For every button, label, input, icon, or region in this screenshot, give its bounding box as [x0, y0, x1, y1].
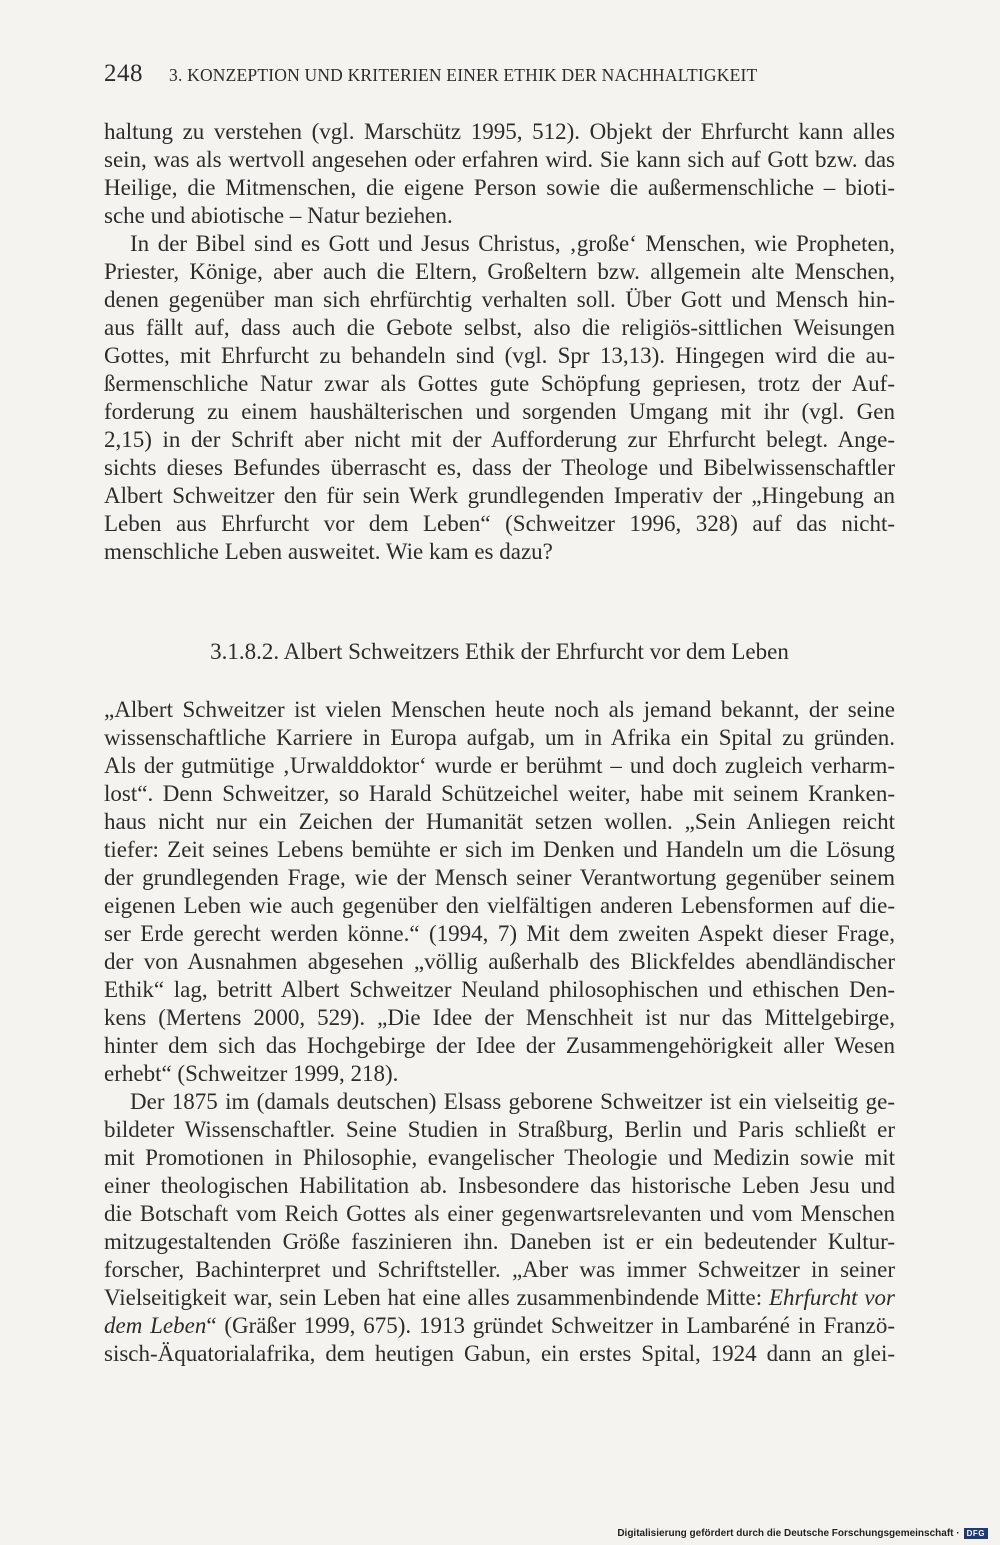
- text-line: kens (Mertens 2000, 529). „Die Idee der Menschheit ist nur das Mittelgebirge,: [104, 1005, 895, 1030]
- text-line: sein, was als wertvoll angesehen oder erfahren wird. Sie kann sich auf Gott bzw. das: [104, 147, 895, 172]
- text-line: „Albert Schweitzer ist vielen Menschen heute noch als jemand bekannt, der seine: [104, 697, 895, 722]
- text-line: haltung zu verstehen (vgl. Marschütz 1995, 512). Objekt der Ehrfurcht kann alles: [104, 119, 895, 144]
- text-line: aus fällt auf, dass auch die Gebote selbst, also die religiös-sittlichen Weisungen: [104, 315, 895, 340]
- text-line: menschliche Leben ausweitet. Wie kam es dazu?: [104, 539, 553, 564]
- text-line: wissenschaftliche Karriere in Europa aufgab, um in Afrika ein Spital zu gründen.: [104, 725, 895, 750]
- text-line: Als der gutmütige ‚Urwalddoktor‘ wurde er berühmt – und doch zugleich verharm-: [104, 753, 895, 778]
- text-line: bildeter Wissenschaftler. Seine Studien in Straßburg, Berlin und Paris schließt er: [104, 1117, 895, 1142]
- digitization-credit: [617, 1528, 988, 1539]
- text-line: Gottes, mit Ehrfurcht zu behandeln sind (vgl. Spr 13,13). Hingegen wird die au-: [104, 343, 895, 368]
- text-line: sichts dieses Befundes überrascht es, dass der Theologe und Bibelwissenschaftler: [104, 455, 895, 480]
- text-line: Der 1875 im (damals deutschen) Elsass geborene Schweitzer ist ein vielseitig ge-: [130, 1089, 895, 1114]
- text-line: mitzugestaltenden Größe faszinieren ihn. Daneben ist er ein bedeutender Kultur-: [104, 1229, 895, 1254]
- text-line: ser Erde gerecht werden könne.“ (1994, 7) Mit dem zweiten Aspekt dieser Frage,: [104, 921, 895, 946]
- text-line: der von Ausnahmen abgesehen „völlig außerhalb des Blickfeldes abendländischer: [104, 949, 895, 974]
- page-number: 248: [104, 60, 143, 87]
- text-line: ßermenschliche Natur zwar als Gottes gute Schöpfung gepriesen, trotz der Auf-: [104, 371, 895, 396]
- text-line: 2,15) in der Schrift aber nicht mit der Aufforderung zur Ehrfurcht belegt. Ange-: [104, 427, 895, 452]
- text-line: die Botschaft vom Reich Gottes als einer gegenwartsrelevanten und vom Menschen: [104, 1201, 895, 1226]
- text-fragment: “ (Gräßer 1999, 675). 1913 gründet Schweitzer in Lambaréné in Franzö-: [206, 1313, 895, 1338]
- dfg-logo: DFG: [964, 1528, 988, 1539]
- text-line: lost“. Denn Schweitzer, so Harald Schützeichel weiter, habe mit seinem Kranken-: [104, 781, 895, 806]
- text-block-2: [104, 696, 895, 1368]
- text-line: hinter dem sich das Hochgebirge der Idee der Zusammengehörigkeit aller Wesen: [104, 1033, 895, 1058]
- text-line: Heilige, die Mitmenschen, die eigene Person sowie die außermenschliche – bioti-: [104, 175, 895, 200]
- credit-text: Digitalisierung gefördert durch die Deutsche Forschungsgemeinschaft ·: [617, 1528, 960, 1539]
- text-line: der grundlegenden Frage, wie der Mensch seiner Verantwortung gegenüber seinem: [104, 865, 895, 890]
- text-line: erhebt“ (Schweitzer 1999, 218).: [104, 1061, 399, 1086]
- text-line: [104, 1312, 895, 1340]
- text-line: Priester, Könige, aber auch die Eltern, Großeltern bzw. allgemein alte Menschen,: [104, 259, 895, 284]
- text-line: forscher, Bachinterpret und Schriftsteller. „Aber was immer Schweitzer in seiner: [104, 1257, 895, 1282]
- text-line: denen gegenüber man sich ehrfürchtig verhalten soll. Über Gott und Mensch hin-: [104, 287, 895, 312]
- running-head: 3. KONZEPTION UND KRITERIEN EINER ETHIK DER NACHHALTIGKEIT: [169, 65, 758, 85]
- text-line: sisch-Äquatorialafrika, dem heutigen Gabun, ein erstes Spital, 1924 dann an glei-: [104, 1341, 895, 1366]
- text-line: [104, 1284, 895, 1312]
- text-block-1: [104, 118, 895, 566]
- text-line: Leben aus Ehrfurcht vor dem Leben“ (Schweitzer 1996, 328) auf das nicht-: [104, 511, 895, 536]
- italic-fragment: Ehrfurcht vor: [768, 1285, 895, 1310]
- text-line: In der Bibel sind es Gott und Jesus Christus, ‚große‘ Menschen, wie Propheten,: [130, 231, 895, 256]
- section-heading: 3.1.8.2. Albert Schweitzers Ethik der Ehrfurcht vor dem Leben: [210, 639, 789, 664]
- page-header: [104, 60, 904, 88]
- text-line: mit Promotionen in Philosophie, evangelischer Theologie und Medizin sowie mit: [104, 1145, 895, 1170]
- text-line: einer theologischen Habilitation ab. Insbesondere das historische Leben Jesu und: [104, 1173, 895, 1198]
- text-line: forderung zu einem haushälterischen und sorgenden Umgang mit ihr (vgl. Gen: [104, 399, 895, 424]
- text-line: eigenen Leben wie auch gegenüber den vielfältigen anderen Lebensformen auf die-: [104, 893, 895, 918]
- text-line: sche und abiotische – Natur beziehen.: [104, 203, 453, 228]
- text-line: haus nicht nur ein Zeichen der Humanität setzen wollen. „Sein Anliegen reicht: [104, 809, 895, 834]
- text-line: Ethik“ lag, betritt Albert Schweitzer Neuland philosophischen und ethischen Den-: [104, 977, 895, 1002]
- text-fragment: Vielseitigkeit war, sein Leben hat eine alles zusammenbindende Mitte:: [104, 1285, 769, 1310]
- text-line: Albert Schweitzer den für sein Werk grundlegenden Imperativ der „Hingebung an: [104, 483, 895, 508]
- italic-fragment: dem Leben: [104, 1313, 207, 1338]
- text-line: tiefer: Zeit seines Lebens bemühte er sich im Denken und Handeln um die Lösung: [104, 837, 895, 862]
